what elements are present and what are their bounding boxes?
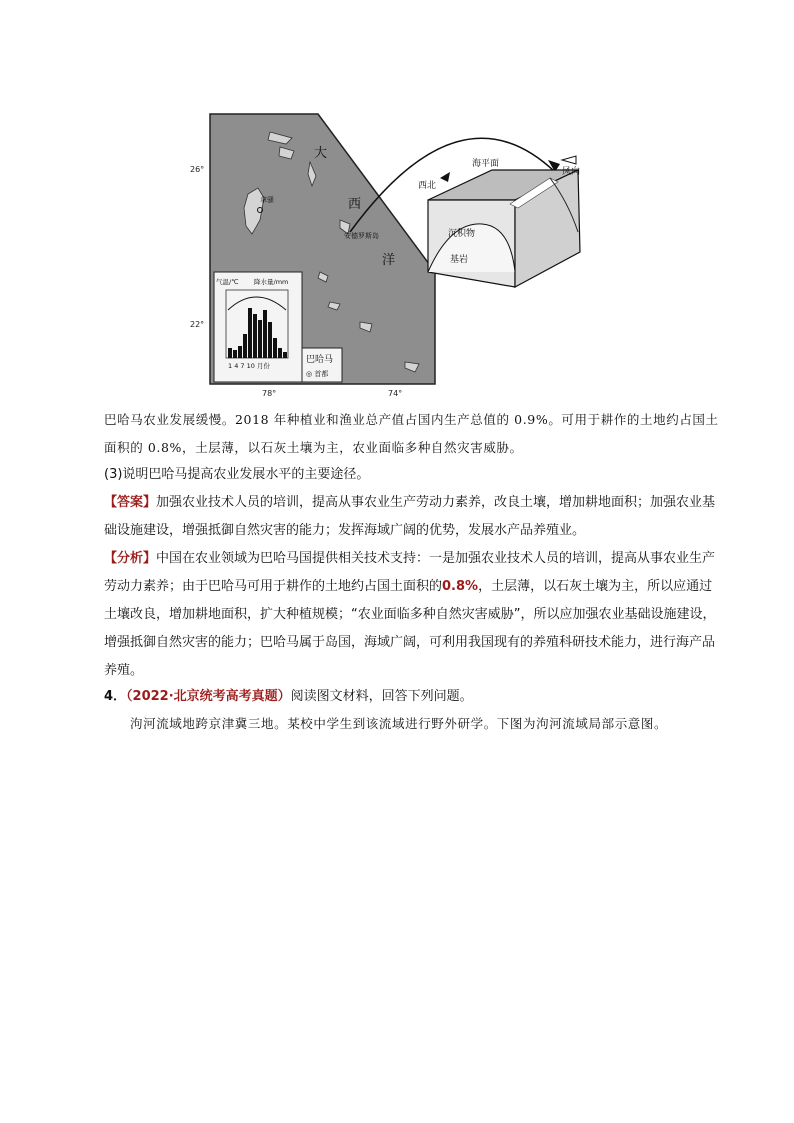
lon-74-label: 74° — [388, 389, 403, 398]
question-4-source: （2022·北京统考高考真题） — [126, 689, 291, 704]
city-label: 拿骚 — [260, 196, 274, 204]
inset-temp-label: 气温/℃ — [216, 278, 239, 286]
question-4-text: 阅读图文材料，回答下列问题。 — [290, 689, 473, 704]
sediment-label: 沉积物 — [448, 229, 476, 239]
sea-level-label: 海平面 — [472, 159, 500, 169]
wind-label: 风向 — [562, 167, 581, 177]
country-label: 巴哈马 — [306, 355, 334, 365]
answer-text: 加强农业技术人员的培训，提高从事农业生产劳动力素养，改良土壤，增加耕地面积；加强农业基础设施建设，增强抵御自然灾害的能力；发挥海域广阔的优势，发展水产品养殖业。 — [104, 495, 716, 538]
question-4-number: 4． — [104, 689, 127, 704]
inset-months-label: 1 4 7 10 月份 — [228, 362, 270, 370]
answer-block — [104, 489, 724, 545]
ocean-label-2: 西 — [348, 197, 362, 212]
inset-precip-label: 降水量/mm — [254, 278, 289, 286]
question-4-material: 泃河流域地跨京津冀三地。某校中学生到该流域进行野外研学。下图为泃河流域局部示意图。 — [130, 716, 668, 731]
bahamas-figure — [190, 112, 581, 398]
bedrock-label: 基岩 — [450, 255, 469, 265]
analysis-text-2: ，土层薄，以石灰土壤为主，所以应通过土壤改良，增加耕地面积，扩大种植规模；“农业面临多种自然灾害威胁”，所以应加强农业基础设施建设，增强抵御自然灾害的能力；巴哈马属于岛国，海域广阔，可利用我国现有的养殖科研技术能力，进行海产品养殖。 — [104, 579, 716, 678]
ocean-label-1: 大 — [314, 146, 328, 161]
material-paragraph: 巴哈马农业发展缓慢。2018 年种植业和渔业总产值占国内生产总值的 0.9%。可用于耕作的土地约占国土面积的 0.8%，土层薄，以石灰土壤为主，农业面临多种自然灾害威胁。 — [104, 412, 719, 455]
analysis-highlight: 0.8% — [442, 579, 479, 594]
question-4 — [104, 683, 724, 711]
analysis-block — [104, 545, 724, 685]
lat-22-label: 22° — [190, 320, 205, 329]
question-3: (3)说明巴哈马提高农业发展水平的主要途径。 — [104, 467, 370, 482]
wind-arrow — [562, 156, 576, 164]
answer-tag: 【答案】 — [104, 495, 157, 510]
ocean-label-3: 洋 — [382, 253, 396, 268]
precip-bar — [228, 348, 232, 358]
lat-26-label: 26° — [190, 165, 205, 174]
northwest-label: 西北 — [418, 181, 437, 191]
island-label: 安德罗斯岛 — [344, 232, 379, 240]
analysis-text-1: 中国在农业领域为巴哈马国提供相关技术支持：一是加强农业技术人员的培训，提高从事农业生产劳动力素养；由于巴哈马可用于耕作的土地约占国土面积的 — [104, 551, 716, 594]
northwest-arrow — [440, 172, 450, 182]
capital-legend: ◎ 首都 — [306, 370, 329, 378]
lon-78-label: 78° — [262, 389, 277, 398]
analysis-tag: 【分析】 — [104, 551, 157, 566]
